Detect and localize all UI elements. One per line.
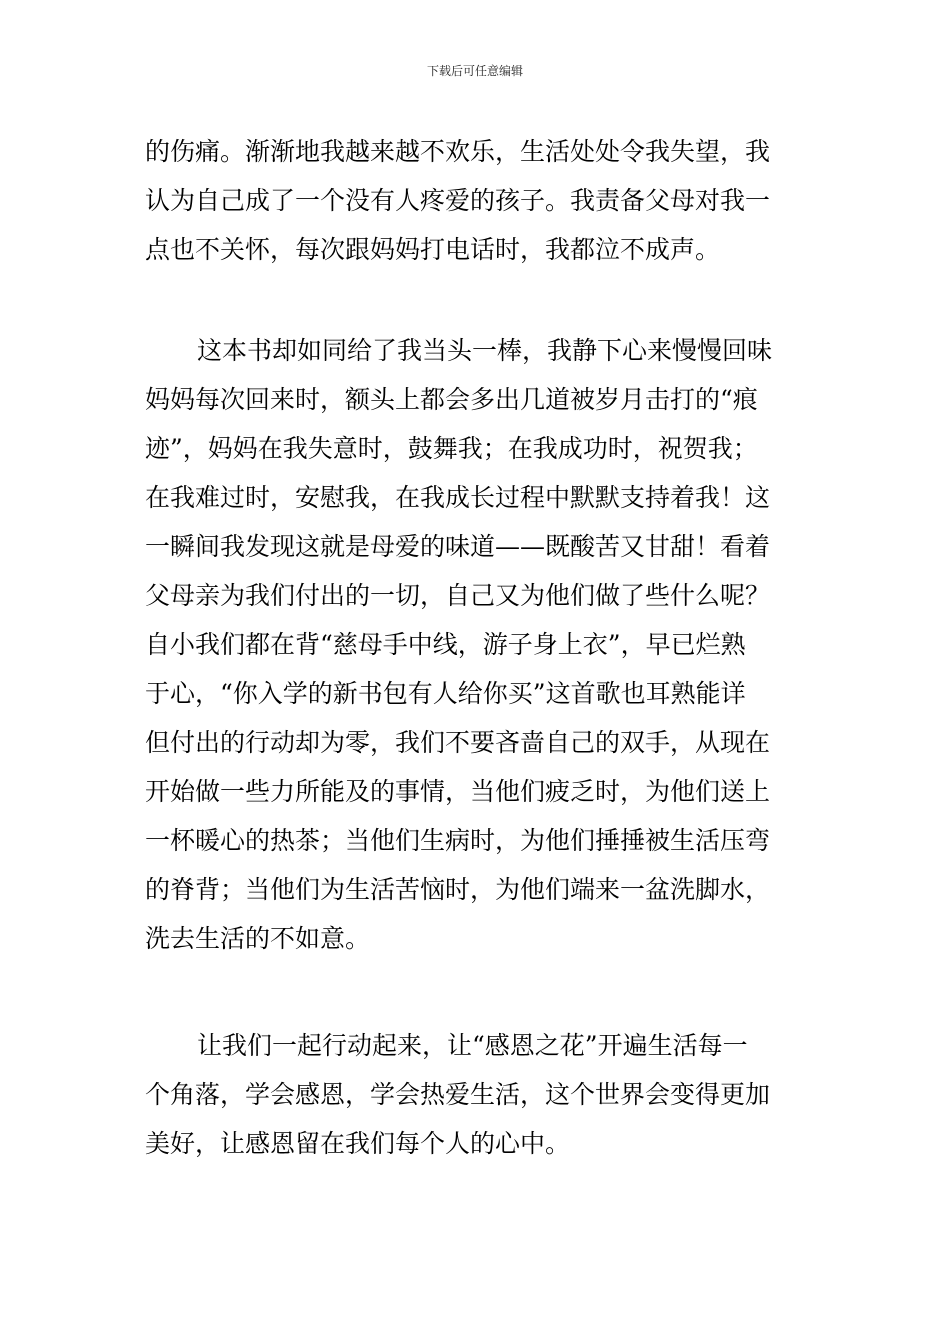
text-line: 洗去生活的不如意。 [145, 924, 371, 953]
text-line: 的伤痛。渐渐地我越来越不欢乐，生活处处令我失望，我 [145, 137, 771, 166]
paragraph-1 [145, 127, 809, 274]
text-line: 一瞬间我发现这就是母爱的味道——既酸苦又甘甜！看着 [145, 532, 771, 561]
text-line: 的脊背；当他们为生活苦恼时，为他们端来一盆洗脚水， [145, 875, 771, 904]
text-line: 点也不关怀，每次跟妈妈打电话时，我都泣不成声。 [145, 235, 721, 264]
text-line: 认为自己成了一个没有人疼爱的孩子。我责备父母对我一 [145, 186, 771, 215]
text-line: 迹”，妈妈在我失意时，鼓舞我；在我成功时，祝贺我； [145, 434, 758, 463]
text-line: 于心，“你入学的新书包有人给你买”这首歌也耳熟能详 [145, 679, 746, 708]
page-header: 下载后可任意编辑 [426, 64, 523, 78]
text-line: 在我难过时，安慰我，在我成长过程中默默支持着我！这 [145, 483, 771, 512]
paragraph-2 [145, 326, 809, 963]
text-line: 自小我们都在背“慈母手中线，游子身上衣”，早已烂熟 [145, 630, 746, 659]
text-line: 开始做一些力所能及的事情，当他们疲乏时，为他们送上 [145, 777, 771, 806]
text-line: 妈妈每次回来时，额头上都会多出几道被岁月击打的“痕 [145, 385, 758, 414]
text-line: 美好，让感恩留在我们每个人的心中。 [145, 1129, 571, 1158]
paragraph-3 [145, 1021, 809, 1168]
text-line: 让我们一起行动起来，让“感恩之花”开遍生活每一 [197, 1031, 748, 1060]
text-line: 这本书却如同给了我当头一棒，我静下心来慢慢回味 [197, 336, 773, 365]
text-line: 个角落，学会感恩，学会热爱生活，这个世界会变得更加 [145, 1080, 771, 1109]
text-line: 父母亲为我们付出的一切，自己又为他们做了些什么呢？ [145, 581, 771, 610]
text-line: 但付出的行动却为零，我们不要吝啬自己的双手，从现在 [145, 728, 771, 757]
text-line: 一杯暖心的热茶；当他们生病时，为他们捶捶被生活压弯 [145, 826, 771, 855]
